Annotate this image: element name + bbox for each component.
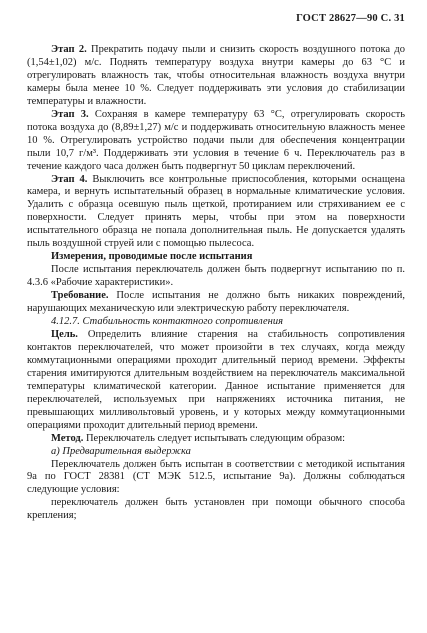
page-header: ГОСТ 28627—90 С. 31 xyxy=(296,13,405,24)
paragraph-requirement xyxy=(27,290,405,316)
stage-4-label: Этап 4. xyxy=(51,173,88,185)
purpose-text: Определить влияние старения на стабильность сопротивления контактов переключателей, что может произойти в тех случаях, когда между коммутационными операциями проходит длительный период времени. Эффекты старения имитируются длительным воздействием на переключатель максимальной температуры климатической категории. Данное испытание применяется для переключателей, используемых при напряжениях источника питания, не превышающих милливольтовый уровень, и у которых между коммутационными операциями проходит длительный период времени. xyxy=(27,328,405,431)
section-heading-measurements: Измерения, проводимые после испытания xyxy=(51,251,253,263)
stage-2-text: Прекратить подачу пыли и снизить скорость воздушного потока до (1,54±1,02) м/с. Поднять температуру воздуха внутри камеры до 63 °C и отрегулировать влажность так, чтобы относительная влажность воздуха внутри камеры была менее 10 %. Следует поддерживать эти условия до стабилизации температуры и влажности. xyxy=(27,44,405,107)
purpose-label: Цель. xyxy=(51,328,78,340)
paragraph-mounting: переключатель должен быть установлен при помощи обычного способа крепления; xyxy=(27,497,405,522)
stage-3-text: Сохраняя в камере температуру 63 °C, отрегулировать скорость потока воздуха до (8,89±1,27) м/с и поддерживать относительную влажность менее 10 %. Отрегулировать устройство подачи пыли для обеспечения концентрации пыли 10,7 г/м³. Поддерживать эти условия в течение 6 ч. Переключатель раз в течение каждого часа должен быть подвергнут 50 циклам переключений. xyxy=(27,108,405,172)
stage-3-label: Этап 3. xyxy=(51,108,89,120)
section-heading-4-12-7: 4.12.7. Стабильность контактного сопротивления xyxy=(51,316,283,328)
stage-2-label: Этап 2. xyxy=(51,44,87,55)
document-body xyxy=(27,44,405,523)
paragraph-purpose xyxy=(27,329,405,433)
paragraph-stage-3 xyxy=(27,109,405,174)
paragraph-stage-4 xyxy=(27,174,405,252)
item-a-heading: а) Предварительная выдержка xyxy=(51,445,191,457)
requirement-label: Требование. xyxy=(51,290,109,302)
paragraph-method xyxy=(27,433,405,446)
method-label: Метод. xyxy=(51,432,84,444)
paragraph-stage-2 xyxy=(27,44,405,109)
stage-4-text: Выключить все контрольные приспособления, которыми оснащена камера, и вернуть испытательный образец в нормальные климатические условия. Удалить с образца осевшую пыль щеткой, протиранием или стряхиванием ее с поверхности. Следует принять меры, чтобы при этом на поверхности испытательного образца не попала дополнительная пыль. Не допускается удалять пыль воздушной струей или с помощью пылесоса. xyxy=(27,173,405,250)
method-text: Переключатель следует испытывать следующим образом: xyxy=(83,432,346,444)
paragraph-after-test: После испытания переключатель должен быть подвергнут испытанию по п. 4.3.6 «Рабочие характеристики». xyxy=(27,264,405,289)
requirement-text: После испытания не должно быть никаких повреждений, нарушающих механическую или электрическую работу переключателя. xyxy=(27,290,405,315)
paragraph-preconditioning: Переключатель должен быть испытан в соответствии с методикой испытания 9а по ГОСТ 28381 (СТ МЭК 512.5, испытание 9а). Должны соблюдаться следующие условия: xyxy=(27,458,405,496)
